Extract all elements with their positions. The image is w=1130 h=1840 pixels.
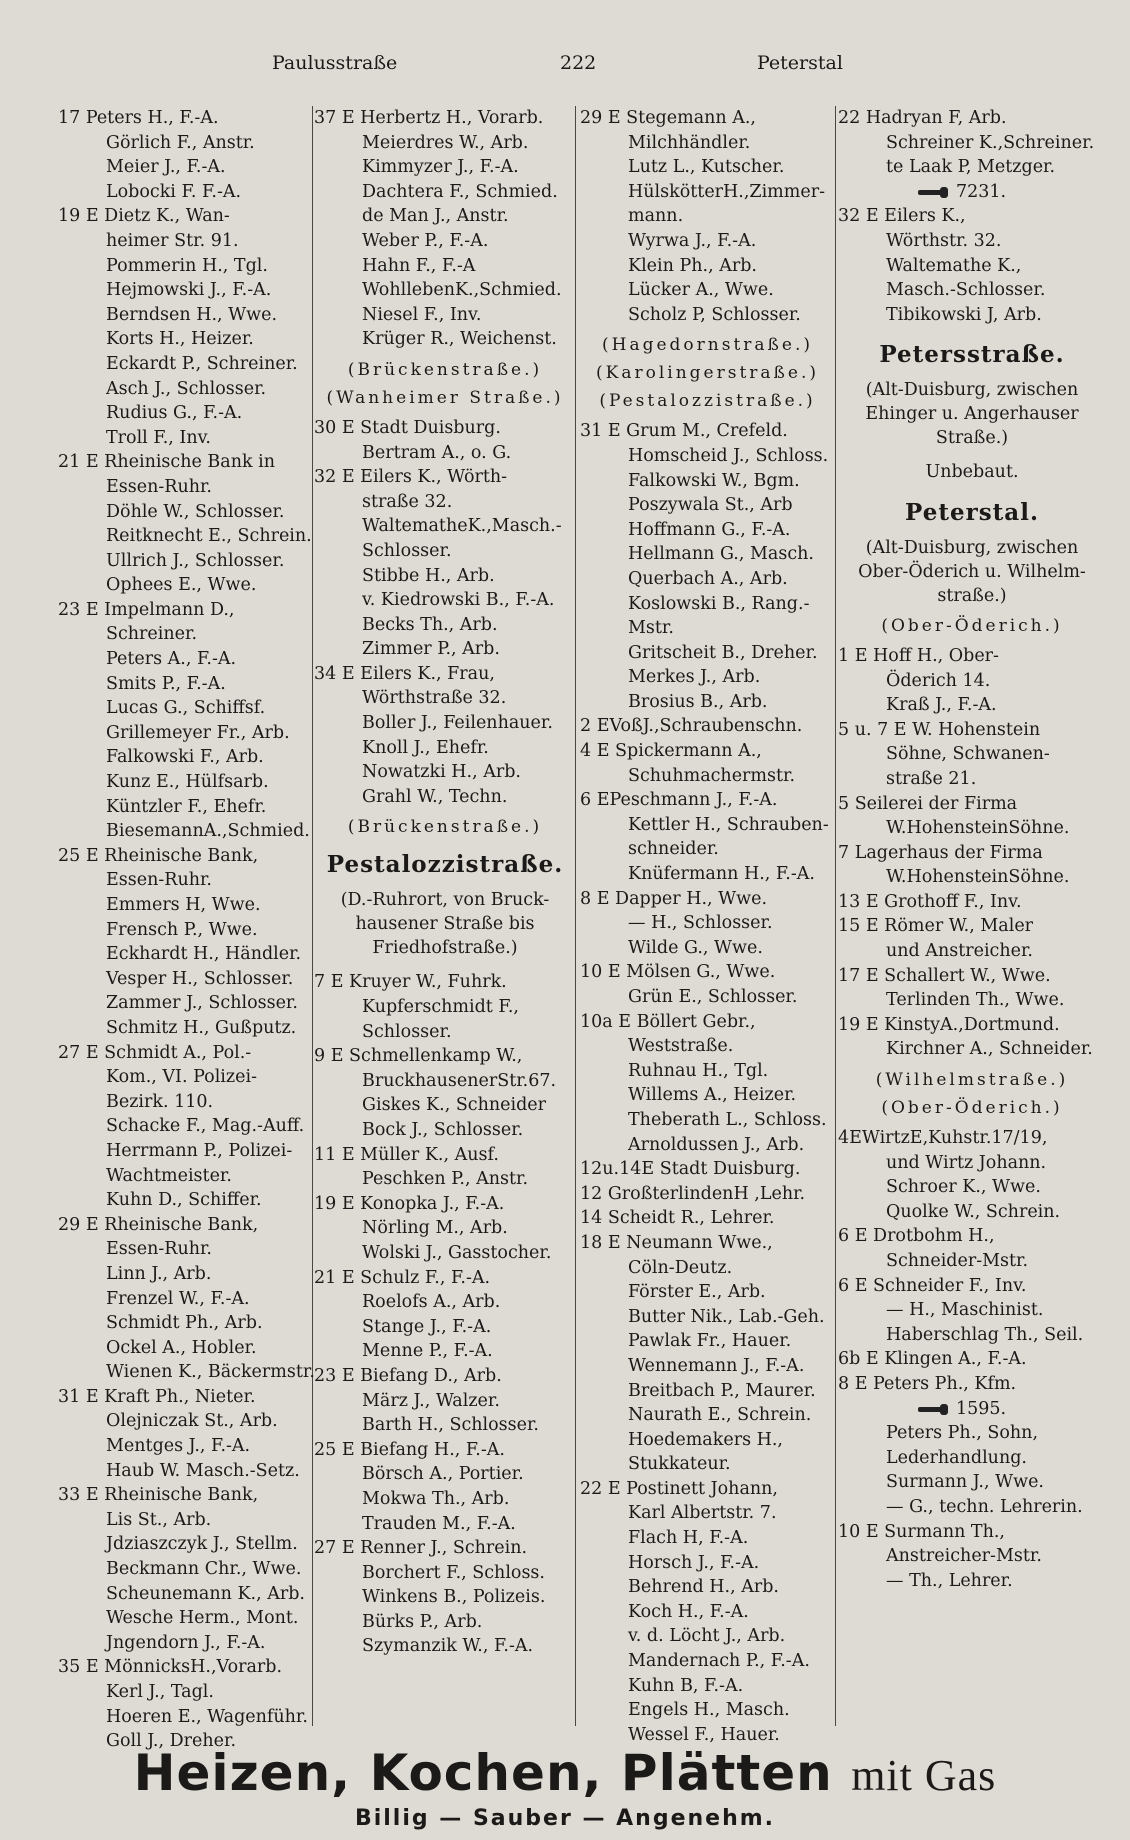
directory-entry: Mstr.	[628, 618, 674, 639]
directory-entry: Boller J., Feilenhauer.	[362, 713, 553, 734]
directory-entry: Eckhardt H., Händler.	[106, 944, 302, 965]
directory-entry: 19 E Dietz K., Wan-	[58, 206, 230, 227]
directory-entry: 25 E Rheinische Bank,	[58, 845, 259, 866]
directory-entry: 6 EPeschmann J., F.-A.	[580, 790, 778, 811]
directory-entry: 31 E Grum M., Crefeld.	[580, 421, 788, 442]
directory-entry: Ullrich J., Schlosser.	[106, 550, 285, 571]
directory-entry: Weber P., F.-A.	[362, 230, 489, 251]
directory-entry: 22 Hadryan F, Arb.	[838, 108, 1007, 128]
cross-street: (Wilhelmstraße.)	[875, 1070, 1069, 1091]
directory-entry: Lücker A., Wwe.	[628, 280, 774, 301]
directory-entry: Hoedemakers H.,	[628, 1429, 783, 1450]
directory-entry: Kunz E., Hülfsarb.	[106, 772, 269, 793]
directory-entry: Winkens B., Polizeis.	[362, 1587, 546, 1608]
directory-entry: Essen-Ruhr.	[106, 1239, 212, 1260]
directory-entry: 18 E Neumann Wwe.,	[580, 1232, 773, 1253]
directory-entry: Querbach A., Arb.	[628, 568, 788, 589]
street-heading: Peterstal.	[905, 498, 1039, 526]
directory-entry: 5 u. 7 E W. Hohenstein	[838, 719, 1041, 740]
directory-entry: Kupferschmidt F.,	[362, 997, 519, 1018]
directory-entry: Mentges J., F.-A.	[106, 1436, 251, 1457]
directory-entry: Schlosser.	[362, 1021, 452, 1042]
directory-entry: Mokwa Th., Arb.	[362, 1488, 510, 1509]
directory-entry	[838, 180, 1106, 205]
directory-entry: Kerl J., Tagl.	[106, 1682, 214, 1702]
directory-entry: 12 GroßterlindenH ,Lehr.	[580, 1183, 806, 1204]
directory-entry: 8 E Dapper H., Wwe.	[580, 888, 768, 909]
directory-entry: HülskötterH.,Zimmer-	[628, 181, 826, 202]
directory-entry: Giskes K., Schneider	[362, 1095, 547, 1116]
directory-entry: 32 E Eilers K.,	[838, 206, 966, 227]
directory-entry: Pommerin H., Tgl.	[106, 255, 268, 276]
directory-entry: Bock J., Schlosser.	[362, 1120, 524, 1140]
directory-entry: 4 E Spickermann A.,	[580, 741, 762, 762]
directory-entry: Bezirk. 110.	[106, 1091, 214, 1112]
directory-entry: 10 E Mölsen G., Wwe.	[580, 962, 776, 983]
directory-entry: Grahl W., Techn.	[362, 786, 508, 807]
directory-entry: Grillemeyer Fr., Arb.	[106, 722, 290, 743]
directory-entry: Nowatzki H., Arb.	[362, 762, 521, 783]
street-note: (D.-Ruhrort, von Bruck-hausener Straße bis Friedhofstraße.)	[340, 890, 550, 959]
directory-entry: Börsch A., Portier.	[362, 1464, 524, 1485]
directory-entry: Haberschlag Th., Seil.	[886, 1324, 1084, 1345]
directory-entry: Schmidt Ph., Arb.	[106, 1313, 263, 1334]
directory-entry: Rudius G., F.-A.	[106, 403, 243, 424]
directory-entry: Milchhändler.	[628, 132, 751, 153]
street-note: (Alt-Duisburg, zwischen Ehinger u. Angerhauser Straße.)	[865, 380, 1079, 449]
directory-entry: straße 21.	[886, 768, 977, 789]
directory-entry: Kuhn D., Schiffer.	[106, 1190, 262, 1211]
page-number: 222	[560, 52, 597, 74]
page-header	[0, 52, 1130, 82]
directory-entry: Asch J., Schlosser.	[106, 378, 267, 399]
directory-entry: 11 E Müller K., Ausf.	[314, 1144, 499, 1165]
directory-entry: Homscheid J., Schloss.	[628, 445, 829, 466]
directory-entry: 10 E Surmann Th.,	[838, 1521, 1005, 1542]
directory-entry: v. d. Löcht J., Arb.	[628, 1626, 786, 1647]
directory-entry: Jdziaszczyk J., Stellm.	[106, 1534, 298, 1555]
directory-entry: Pawlak Fr., Hauer.	[628, 1331, 792, 1352]
directory-entry: Menne P., F.-A.	[362, 1341, 493, 1362]
directory-entry: Falkowski W., Bgm.	[628, 470, 800, 491]
directory-entry: Wienen K., Bäckermstr.	[106, 1362, 315, 1383]
directory-entry: Lutz L., Kutscher.	[628, 157, 785, 178]
directory-entry: Szymanzik W., F.-A.	[362, 1636, 534, 1657]
directory-entry: und Wirtz Johann.	[886, 1152, 1047, 1173]
cross-street: (Brückenstraße.)	[347, 817, 543, 838]
directory-entry: Bertram A., o. G.	[362, 442, 512, 463]
directory-entry: Masch.-Schlosser.	[886, 280, 1046, 301]
telephone-icon	[918, 186, 952, 198]
directory-entry: Falkowski F., Arb.	[106, 747, 264, 768]
directory-entry: Wachtmeister.	[106, 1165, 232, 1186]
directory-entry: Wörthstr. 32.	[886, 230, 1002, 251]
directory-entry: Bürks P., Arb.	[362, 1611, 483, 1632]
column-3	[580, 106, 835, 1745]
header-right: Peterstal	[757, 52, 843, 74]
directory-entry: Görlich F., Anstr.	[106, 132, 255, 153]
directory-entry: 29 E Stegemann A.,	[580, 108, 756, 128]
directory-entry: Wessel F., Hauer.	[628, 1724, 780, 1745]
cross-street: (Hagedornstraße.)	[602, 335, 813, 356]
directory-entry: BruckhausenerStr.67.	[362, 1070, 557, 1091]
directory-entry: Stange J., F.-A.	[362, 1316, 492, 1337]
directory-entry: Wilde G., Wwe.	[628, 937, 763, 958]
directory-entry: Koch H., F.-A.	[628, 1601, 749, 1622]
directory-entry: 13 E Grothoff F., Inv.	[838, 891, 1022, 912]
directory-entry: 15 E Römer W., Maler	[838, 916, 1034, 937]
header-left: Paulusstraße	[272, 52, 398, 74]
directory-entry: 34 E Eilers K., Frau,	[314, 663, 495, 684]
directory-entry: Theberath L., Schloss.	[628, 1109, 827, 1130]
ad-headline	[0, 1745, 1130, 1804]
directory-entry: Grün E., Schlosser.	[628, 987, 798, 1007]
directory-entry: Scheunemann K., Arb.	[106, 1583, 305, 1604]
directory-entry: Schmitz H., Gußputz.	[106, 1017, 297, 1038]
directory-entry: 19 E Konopka J., F.-A.	[314, 1193, 505, 1214]
directory-entry: 9 E Schmellenkamp W.,	[314, 1046, 523, 1067]
cross-street: (Pestalozzistraße.)	[599, 391, 816, 412]
street-heading: Petersstraße.	[879, 341, 1065, 369]
directory-entry: Hahn F., F.-A	[362, 255, 476, 276]
directory-entry: Herrmann P., Polizei-	[106, 1140, 293, 1161]
ad-tagline: Billig — Sauber — Angenehm.	[354, 1806, 776, 1831]
directory-entry: Borchert F., Schloss.	[362, 1562, 545, 1583]
directory-entry: Eckardt P., Schreiner.	[106, 353, 298, 374]
directory-entry: WohllebenK.,Schmied.	[362, 280, 562, 301]
directory-entry: 6b E Klingen A., F.-A.	[838, 1349, 1027, 1370]
directory-entry: Barth H., Schlosser.	[362, 1415, 539, 1436]
directory-entry: Kom., VI. Polizei-	[106, 1067, 257, 1088]
directory-entry: — H., Schlosser.	[628, 913, 773, 934]
directory-entry: BiesemannA.,Schmied.	[106, 821, 310, 842]
directory-entry: Weststraße.	[628, 1036, 734, 1057]
directory-entry: 21 E Schulz F., F.-A.	[314, 1267, 491, 1288]
directory-entry: Mandernach P., F.-A.	[628, 1651, 810, 1672]
directory-entry: Ruhnau H., Tgl.	[628, 1060, 769, 1081]
street-note: (Alt-Duisburg, zwischen Ober-Öderich u. Wilhelm-straße.)	[858, 537, 1086, 606]
directory-entry: Troll F., Inv.	[106, 427, 211, 448]
directory-entry: Lucas G., Schiffsf.	[106, 698, 266, 719]
directory-entry: 23 E Impelmann D.,	[58, 599, 235, 620]
directory-entry: Wyrwa J., F.-A.	[628, 230, 757, 251]
directory-entry: Waltemathe K.,	[886, 255, 1022, 276]
directory-entry: Engels H., Masch.	[628, 1700, 790, 1721]
directory-entry: Koslowski B., Rang.-	[628, 593, 810, 614]
directory-entry: Brosius B., Arb.	[628, 691, 768, 712]
directory-entry: Schreiner K.,Schreiner.	[886, 132, 1095, 153]
directory-entry: Anstreicher-Mstr.	[886, 1546, 1042, 1567]
directory-entry: Olejniczak St., Arb.	[106, 1411, 278, 1432]
directory-entry: Trauden M., F.-A.	[362, 1513, 516, 1534]
directory-entry: te Laak P, Metzger.	[886, 157, 1056, 178]
directory-entry: Jngendorn J., F.-A.	[106, 1632, 266, 1653]
directory-entry: 12u.14E Stadt Duisburg.	[580, 1159, 801, 1180]
directory-entry: 7 E Kruyer W., Fuhrk.	[314, 972, 507, 993]
directory-entry: Naurath E., Schrein.	[628, 1405, 812, 1426]
cross-street: (Brückenstraße.)	[347, 359, 543, 380]
phone-number: 7231.	[956, 181, 1007, 202]
directory-entry: 17 Peters H., F.-A.	[58, 108, 219, 128]
directory-entry: Wolski J., Gasstocher.	[362, 1242, 552, 1263]
directory-entry: Essen-Ruhr.	[106, 476, 212, 497]
directory-entry: 29 E Rheinische Bank,	[58, 1214, 259, 1235]
directory-entry: Hejmowski J., F.-A.	[106, 280, 272, 301]
advertisement	[0, 1745, 1130, 1831]
directory-entry: Peters Ph., Sohn,	[886, 1423, 1039, 1444]
column-2	[314, 106, 576, 1726]
directory-entry: 21 E Rheinische Bank in	[58, 452, 276, 473]
directory-entry: Tibikowski J, Arb.	[886, 304, 1042, 325]
directory-entry: 31 E Kraft Ph., Nieter.	[58, 1386, 256, 1407]
directory-entry: Zimmer P., Arb.	[362, 639, 500, 660]
ad-headline-text: Heizen, Kochen, Plätten	[133, 1744, 833, 1802]
street-heading: Pestalozzistraße.	[326, 851, 564, 879]
directory-entry: W.HohensteinSöhne.	[886, 818, 1070, 839]
directory-entry: de Man J., Anstr.	[362, 206, 509, 227]
directory-entry: 23 E Biefang D., Arb.	[314, 1365, 502, 1386]
directory-entry: Wesche Herm., Mont.	[106, 1608, 299, 1629]
directory-entry: Knoll J., Ehefr.	[362, 737, 489, 758]
directory-entry: Goll J., Dreher.	[106, 1731, 237, 1752]
cross-street: (Ober-Öderich.)	[881, 1098, 1063, 1119]
directory-entry: Flach H, F.-A.	[628, 1528, 749, 1549]
ad-gas-text: mit Gas	[851, 1751, 997, 1800]
directory-entry: Förster E., Arb.	[628, 1282, 766, 1303]
directory-entry: Schuhmachermstr.	[628, 765, 796, 786]
directory-entry: Lis St., Arb.	[106, 1509, 212, 1530]
status-text: Unbebaut.	[925, 462, 1019, 483]
directory-entry: 6 E Schneider F., Inv.	[838, 1275, 1027, 1296]
directory-entry: Hoffmann G., F.-A.	[628, 519, 791, 540]
directory-entry: Hellmann G., Masch.	[628, 544, 814, 565]
directory-entry: Schneider-Mstr.	[886, 1251, 1029, 1271]
directory-entry: 5 Seilerei der Firma	[838, 793, 1018, 814]
directory-entry: Reitknecht E., Schrein.	[106, 526, 312, 547]
directory-entry: Schreiner.	[106, 624, 198, 645]
directory-entry: Quolke W., Schrein.	[886, 1201, 1061, 1222]
directory-entry: 33 E Rheinische Bank,	[58, 1485, 259, 1506]
directory-entry: Niesel F., Inv.	[362, 304, 482, 325]
directory-entry: 14 Scheidt R., Lehrer.	[580, 1208, 775, 1229]
directory-entry: Krüger R., Weichenst.	[362, 329, 557, 350]
telephone-icon	[918, 1403, 952, 1415]
directory-entry: Lederhandlung.	[886, 1447, 1027, 1468]
directory-entry: Poszywala St., Arb	[628, 495, 793, 516]
directory-entry: Peschken P., Anstr.	[362, 1169, 529, 1190]
directory-entry: und Anstreicher.	[886, 941, 1033, 962]
directory-entry: Behrend H., Arb.	[628, 1577, 779, 1598]
directory-entry: Stibbe H., Arb.	[362, 565, 495, 586]
directory-entry: 37 E Herbertz H., Vorarb.	[314, 108, 544, 128]
directory-entry: — G., techn. Lehrerin.	[886, 1496, 1083, 1517]
directory-entry: Willems A., Heizer.	[628, 1085, 797, 1106]
directory-entry: Schacke F., Mag.-Auff.	[106, 1116, 305, 1137]
directory-entry: Wennemann J., F.-A.	[628, 1355, 805, 1376]
directory-entry: Emmers H, Wwe.	[106, 895, 261, 915]
directory-entry: Cöln-Deutz.	[628, 1257, 733, 1278]
directory-entry: Kuhn B, F.-A.	[628, 1675, 744, 1696]
directory-entry: Arnoldussen J., Arb.	[628, 1134, 805, 1155]
column-4	[838, 106, 1106, 1726]
directory-entry: Karl Albertstr. 7.	[628, 1503, 777, 1524]
directory-entry: Peters A., F.-A.	[106, 649, 237, 670]
directory-entry: 19 E KinstyA.,Dortmund.	[838, 1014, 1060, 1035]
directory-entry: Küntzler F., Ehefr.	[106, 796, 267, 817]
directory-entry: v. Kiedrowski B., F.-A.	[362, 590, 555, 611]
directory-entry: 32 E Eilers K., Wörth-	[314, 467, 508, 488]
directory-entry: Dachtera F., Schmied.	[362, 181, 558, 202]
directory-entry: 2 EVoßJ.,Schraubenschn.	[580, 716, 803, 737]
directory-entry: straße 32.	[362, 491, 453, 512]
directory-entry: Smits P., F.-A.	[106, 673, 226, 694]
directory-entry: Ophees E., Wwe.	[106, 575, 257, 596]
directory-entry: Roelofs A., Arb.	[362, 1292, 501, 1313]
directory-entry: Essen-Ruhr.	[106, 870, 212, 891]
directory-entry: 6 E Drotbohm H.,	[838, 1226, 995, 1247]
directory-entry: 27 E Renner J., Schrein.	[314, 1538, 528, 1559]
directory-entry: Döhle W., Schlosser.	[106, 501, 285, 522]
directory-entry: Kraß J., F.-A.	[886, 695, 997, 716]
directory-entry: 30 E Stadt Duisburg.	[314, 417, 501, 438]
directory-entry: 7 Lagerhaus der Firma	[838, 842, 1043, 863]
directory-entry: März J., Walzer.	[362, 1390, 500, 1411]
directory-entry: Hoeren E., Wagenführ.	[106, 1706, 308, 1727]
directory-entry: Frenzel W., F.-A.	[106, 1288, 250, 1309]
directory-entry: Ockel A., Hobler.	[106, 1337, 257, 1358]
directory-entry: Meierdres W., Arb.	[362, 132, 529, 153]
directory-entry: Beckmann Chr., Wwe.	[106, 1559, 302, 1580]
directory-entry: 22 E Postinett Johann,	[580, 1478, 778, 1499]
directory-entry: Scholz P, Schlosser.	[628, 304, 801, 325]
column-divider	[835, 106, 836, 1726]
directory-entry: Frensch P., Wwe.	[106, 919, 258, 940]
directory-entry: Merkes J., Arb.	[628, 667, 761, 688]
directory-entry: 27 E Schmidt A., Pol.-	[58, 1042, 252, 1063]
directory-entry: 4EWirtzE,Kuhstr.17/19,	[838, 1128, 1048, 1149]
directory-entry: Vesper H., Schlosser.	[106, 968, 294, 989]
directory-entry: heimer Str. 91.	[106, 230, 239, 251]
directory-entry: 25 E Biefang H., F.-A.	[314, 1439, 505, 1460]
directory-entry: W.HohensteinSöhne.	[886, 867, 1070, 888]
directory-entry: Nörling M., Arb.	[362, 1218, 508, 1239]
directory-entry: Linn J., Arb.	[106, 1263, 212, 1284]
directory-entry: Stukkateur.	[628, 1454, 731, 1475]
column-1	[58, 106, 315, 1752]
cross-street: (Karolingerstraße.)	[596, 363, 819, 384]
directory-entry: Breitbach P., Maurer.	[628, 1380, 816, 1401]
directory-entry: Meier J., F.-A.	[106, 157, 226, 178]
directory-entry: 8 E Peters Ph., Kfm.	[838, 1373, 1017, 1394]
directory-entry: Horsch J., F.-A.	[628, 1552, 760, 1573]
directory-entry: Kettler H., Schrauben-	[628, 814, 829, 835]
directory-entry: 1 E Hoff H., Ober-	[838, 645, 999, 666]
directory-entry: 35 E MönnicksH.,Vorarb.	[58, 1657, 283, 1678]
directory-entry: Surmann J., Wwe.	[886, 1472, 1044, 1493]
directory-entry: WaltematheK.,Masch.-	[362, 516, 562, 537]
directory-entry: Klein Ph., Arb.	[628, 255, 757, 276]
directory-entry: Becks Th., Arb.	[362, 614, 498, 635]
directory-entry: Haub W. Masch.-Setz.	[106, 1460, 300, 1481]
directory-entry: Wörthstraße 32.	[362, 688, 507, 709]
directory-entry: Berndsen H., Wwe.	[106, 304, 278, 325]
directory-entry: — Th., Lehrer.	[886, 1570, 1013, 1591]
directory-entry	[838, 1397, 1106, 1422]
directory-entry: — H., Maschinist.	[886, 1300, 1044, 1321]
directory-entry: 10a E Böllert Gebr.,	[580, 1011, 756, 1032]
directory-entry: Söhne, Schwanen-	[886, 744, 1050, 765]
directory-entry: Knüfermann H., F.-A.	[628, 864, 815, 885]
directory-entry: schneider.	[628, 839, 719, 860]
directory-entry: Schlosser.	[362, 540, 452, 561]
phone-number: 1595.	[956, 1398, 1007, 1419]
directory-entry: Korts H., Heizer.	[106, 329, 254, 350]
directory-entry: Kimmyzer J., F.-A.	[362, 157, 519, 178]
cross-street: (Wanheimer Straße.)	[326, 387, 564, 408]
directory-entry: Schroer K., Wwe.	[886, 1177, 1041, 1198]
directory-entry: 17 E Schallert W., Wwe.	[838, 965, 1051, 986]
directory-entry: mann.	[628, 206, 684, 227]
directory-entry: Terlinden Th., Wwe.	[886, 990, 1065, 1011]
directory-entry: Kirchner A., Schneider.	[886, 1039, 1093, 1060]
directory-entry: Lobocki F. F.-A.	[106, 181, 242, 202]
cross-street: (Ober-Öderich.)	[881, 615, 1063, 636]
directory-entry: Öderich 14.	[886, 670, 991, 691]
directory-entry: Zammer J., Schlosser.	[106, 993, 298, 1014]
directory-entry: Butter Nik., Lab.-Geh.	[628, 1306, 825, 1327]
directory-entry: Gritscheit B., Dreher.	[628, 642, 818, 663]
